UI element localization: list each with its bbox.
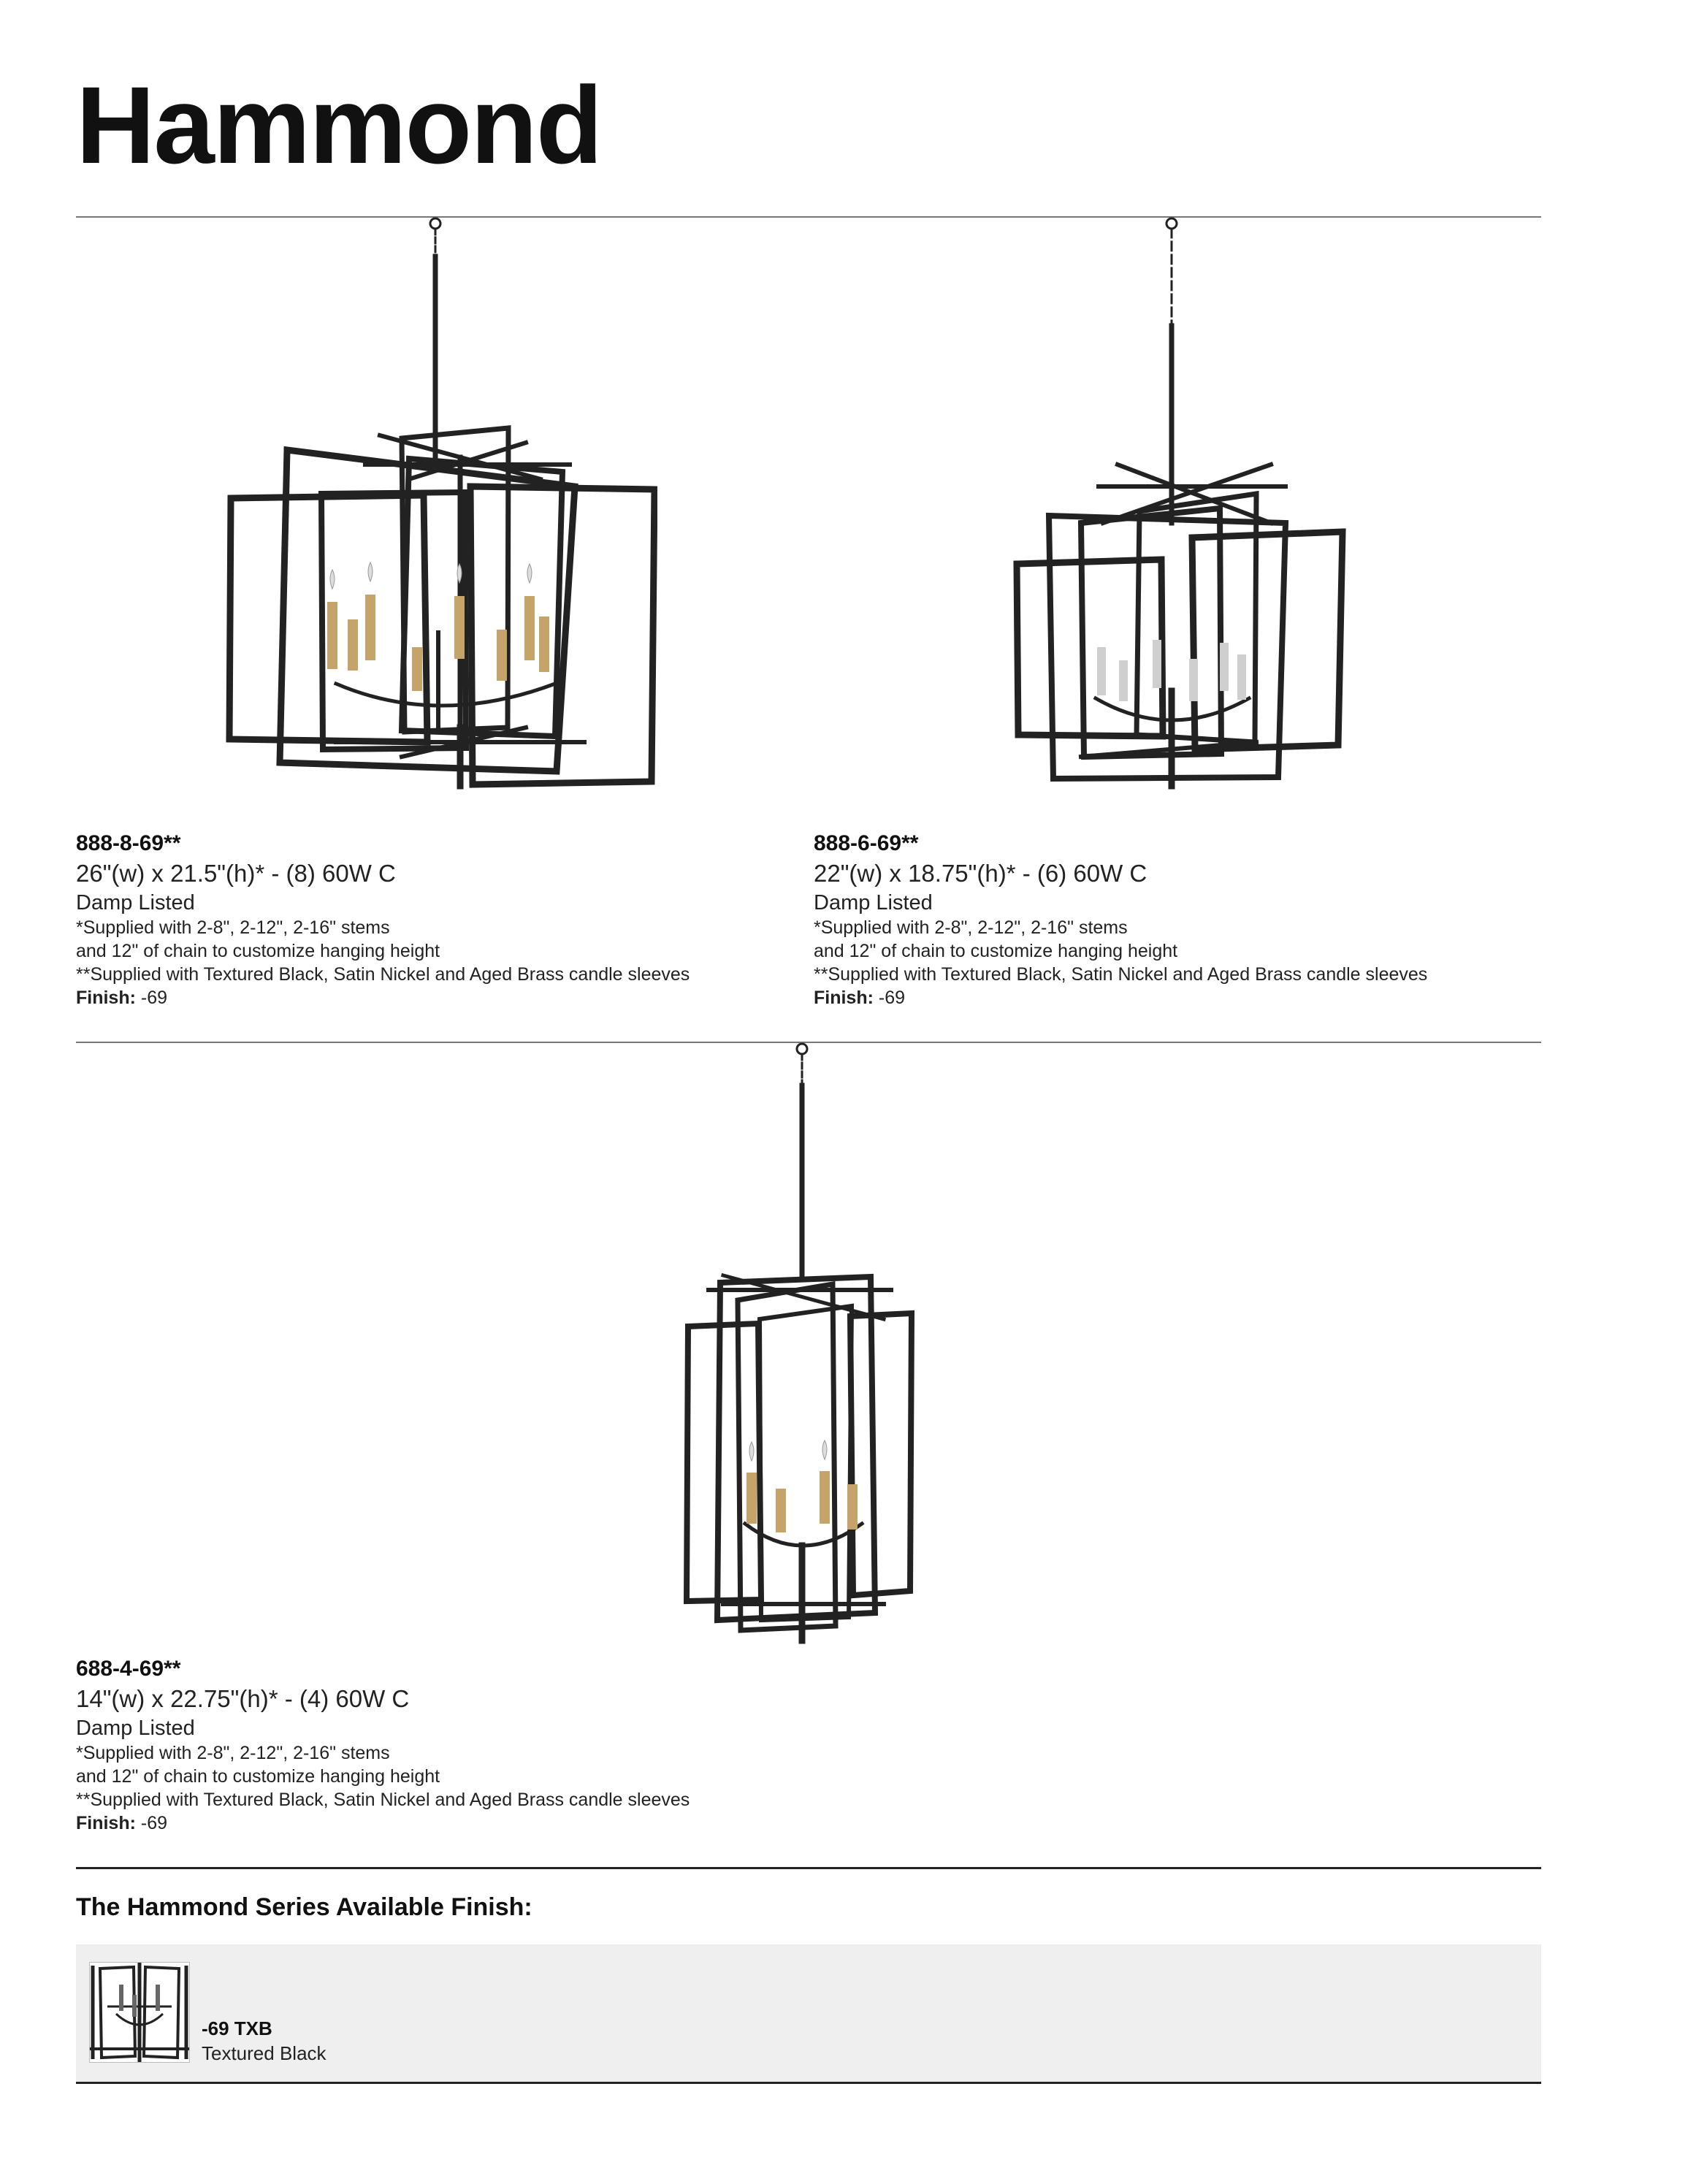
product-sku: 888-6-69**: [814, 831, 919, 855]
product-image-888-8: [219, 216, 657, 793]
product-spec-688-4: [76, 1655, 806, 1835]
product-note: and 12" of chain to customize hanging height: [76, 1766, 440, 1787]
product-note: **Supplied with Textured Black, Satin Nickel and Aged Brass candle sleeves: [76, 1790, 690, 1810]
product-spec-888-6: [814, 830, 1544, 1009]
product-dimensions: 26"(w) x 21.5"(h)* - (8) 60W C: [76, 860, 396, 887]
product-note: **Supplied with Textured Black, Satin Nickel and Aged Brass candle sleeves: [814, 964, 1428, 985]
product-finish: [814, 986, 1544, 1009]
finish-value: -69: [135, 1813, 168, 1833]
finish-name: Textured Black: [202, 2042, 326, 2064]
finish-section-heading: The Hammond Series Available Finish:: [76, 1893, 532, 1921]
product-listing: Damp Listed: [814, 891, 933, 915]
product-sku: 888-8-69**: [76, 831, 181, 855]
product-note: *Supplied with 2-8", 2-12", 2-16" stems: [814, 917, 1128, 938]
finish-label: Finish:: [76, 988, 136, 1008]
finish-label: Finish:: [76, 1813, 136, 1833]
page-title: Hammond: [76, 64, 602, 186]
product-note: **Supplied with Textured Black, Satin Nickel and Aged Brass candle sleeves: [76, 964, 690, 985]
product-listing: Damp Listed: [76, 891, 195, 915]
product-dimensions: 22"(w) x 18.75"(h)* - (6) 60W C: [814, 860, 1147, 887]
finish-value: -69: [873, 988, 906, 1008]
finish-code: -69 TXB: [202, 2017, 272, 2039]
finish-value: -69: [135, 988, 168, 1008]
textured-black-swatch-icon: [89, 1962, 190, 2063]
product-image-688-4: [679, 1042, 928, 1648]
product-finish: [76, 986, 806, 1009]
six-light-cage-chandelier-icon: [1008, 216, 1359, 793]
eight-light-cage-chandelier-icon: [219, 216, 657, 793]
four-light-cage-pendant-icon: [679, 1042, 928, 1648]
product-dimensions: 14"(w) x 22.75"(h)* - (4) 60W C: [76, 1685, 410, 1712]
product-sku: 688-4-69**: [76, 1657, 181, 1681]
product-note: and 12" of chain to customize hanging height: [76, 941, 440, 961]
divider: [76, 1867, 1541, 1869]
finish-panel: [76, 1944, 1541, 2082]
product-spec-888-8: [76, 830, 806, 1009]
divider: [76, 2082, 1541, 2084]
product-note: *Supplied with 2-8", 2-12", 2-16" stems: [76, 917, 390, 938]
product-note: *Supplied with 2-8", 2-12", 2-16" stems: [76, 1743, 390, 1763]
finish-label: Finish:: [814, 988, 874, 1008]
product-listing: Damp Listed: [76, 1717, 195, 1740]
product-image-888-6: [1008, 216, 1359, 793]
product-note: and 12" of chain to customize hanging height: [814, 941, 1178, 961]
product-finish: [76, 1811, 806, 1835]
